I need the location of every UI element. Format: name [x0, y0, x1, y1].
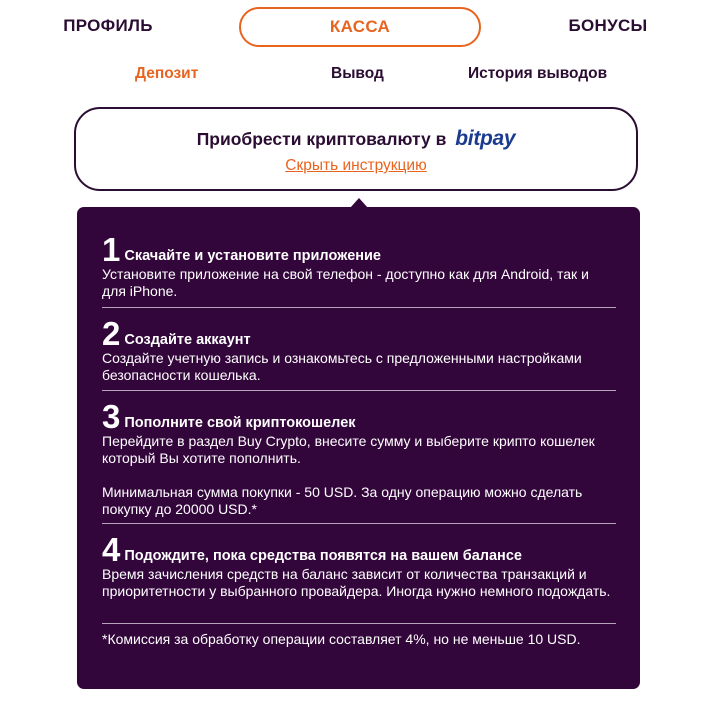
- divider: [102, 307, 616, 308]
- step-title: Подождите, пока средства появятся на вашем балансе: [124, 548, 522, 564]
- step-number: 4: [102, 531, 121, 568]
- bitpay-logo: bitpay: [455, 127, 516, 150]
- subtab-withdraw-history[interactable]: История выводов: [468, 65, 608, 82]
- tab-bonuses[interactable]: БОНУСЫ: [568, 16, 648, 35]
- step-2: [102, 315, 616, 384]
- bitpay-card: [74, 107, 638, 191]
- step-title: Скачайте и установите приложение: [124, 248, 381, 264]
- divider: [102, 390, 616, 391]
- step-text: Время зачисления средств на баланс зависит от количества транзакций и приоритетности у выбранного провайдера. Иногда нужно немного подождать.: [102, 566, 611, 599]
- step-text: Создайте учетную запись и ознакомьтесь с предложенными настройками безопасности кошелька.: [102, 350, 582, 383]
- step-1: [102, 231, 616, 300]
- top-nav: [0, 7, 720, 47]
- step-4: [102, 531, 616, 600]
- subtab-deposit[interactable]: Депозит: [135, 65, 199, 82]
- step-3: [102, 398, 616, 518]
- bitpay-heading-text: Приобрести криптовалюту в: [196, 129, 447, 149]
- bitpay-heading: [76, 127, 636, 151]
- step-title: Пополните свой криптокошелек: [124, 415, 356, 431]
- subtab-withdraw[interactable]: Вывод: [331, 65, 384, 82]
- step-extra-text: Минимальная сумма покупки - 50 USD. За одну операцию можно сделать покупку до 20000 USD.*: [102, 484, 583, 517]
- tab-profile[interactable]: ПРОФИЛЬ: [63, 16, 153, 35]
- sub-nav: [0, 65, 720, 87]
- hide-instructions-link[interactable]: Скрыть инструкцию: [285, 157, 427, 174]
- step-text: Перейдите в раздел Buy Crypto, внесите сумму и выберите крипто кошелек который Вы хотите пополнить.: [102, 433, 595, 466]
- divider: [102, 623, 616, 624]
- step-text: Установите приложение на свой телефон - доступно как для Android, так и для iPhone.: [102, 266, 589, 299]
- commission-footnote: *Комиссия за обработку операции составляет 4%, но не меньше 10 USD.: [102, 631, 581, 647]
- step-title: Создайте аккаунт: [124, 332, 251, 348]
- instructions-panel: [77, 207, 640, 689]
- step-number: 1: [102, 231, 121, 268]
- tab-kassa[interactable]: КАССА: [239, 7, 481, 47]
- divider: [102, 523, 616, 524]
- step-number: 3: [102, 398, 121, 435]
- step-number: 2: [102, 315, 121, 352]
